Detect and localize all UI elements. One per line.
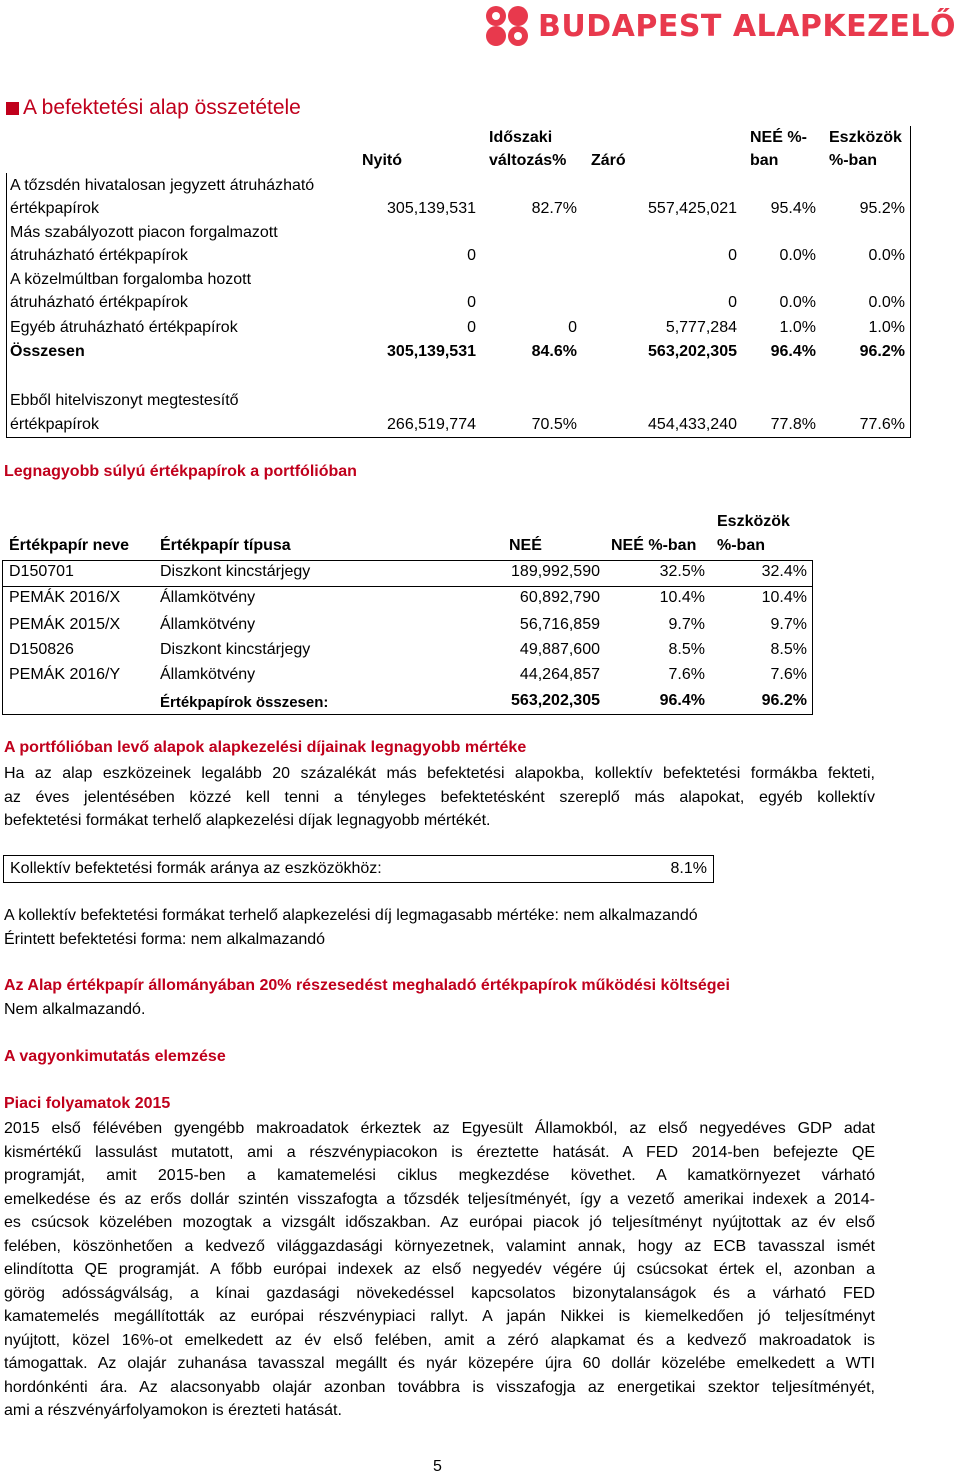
fees-line: befektetési formákat terhelő alapkezelési díjak legnagyobb mértékét. (4, 812, 491, 829)
debt-open: 266,519,774 (387, 416, 476, 433)
header-type: Értékpapír típusa (160, 537, 291, 554)
market-paragraph (4, 1117, 875, 1423)
total-close: 563,202,305 (648, 343, 737, 360)
market-line: es csúcsok közelében mozogtak a vizsgált időszakban. Az európai piacok jó teljesítményt nyújtottak az év első (4, 1214, 875, 1231)
collective-ratio-box (3, 855, 714, 883)
table-border (2, 560, 813, 561)
market-line: 2015 első félévében gyengébb makroadatok érkeztek az Egyesült Államokból, az első negyedéves GDP adat (4, 1120, 875, 1137)
holdings-total-nav: 563,202,305 (511, 692, 600, 709)
header-nav-2: ban (750, 152, 779, 169)
holding-type: Államkötvény (160, 589, 256, 606)
row-label: A tőzsdén hivatalosan jegyzett átruházható (10, 177, 315, 194)
collective-ratio-label: Kollektív befektetési formák aránya az eszközökhöz: (10, 860, 382, 877)
row-assets: 0.0% (868, 247, 905, 264)
holdings-total-label: Értékpapírok összesen: (160, 694, 329, 711)
holding-nav-pct: 9.7% (668, 616, 705, 633)
header-change-2: változás% (489, 152, 567, 169)
header-nav-pct: NEÉ %-ban (611, 537, 697, 554)
holding-name: PEMÁK 2015/X (9, 616, 121, 633)
header-assets-1: Eszközök (829, 129, 902, 146)
debt-label: Ebből hitelviszonyt megtestesítő (10, 392, 239, 409)
page-number: 5 (433, 1458, 442, 1475)
market-line: ami a részvényárfolyamokon is érezteti hatását. (4, 1402, 342, 1419)
table-border (812, 560, 813, 715)
analysis-title: A vagyonkimutatás elemzése (4, 1048, 226, 1065)
table-border (6, 437, 911, 438)
holding-name: PEMÁK 2016/X (9, 589, 121, 606)
bullet-square-icon (6, 102, 19, 115)
total-open: 305,139,531 (387, 343, 476, 360)
total-assets: 96.2% (859, 343, 905, 360)
market-line: emelkedése és az erős dollár szintén visszafogta a tőzsdék teljesítményét, így a vezető amerikai indexek a 2014- (4, 1190, 875, 1208)
row-close: 0 (728, 294, 737, 311)
holding-nav: 44,264,857 (519, 666, 600, 683)
row-open: 0 (467, 319, 476, 336)
market-line: hordónkénti ára. Az alacsonyabb olajár azonban továbbra is visszafogja az energetikai szektor teljesítményét, (4, 1378, 875, 1396)
composition-title (6, 96, 301, 120)
composition-title-text: A befektetési alap összetétele (23, 96, 301, 119)
header-name: Értékpapír neve (9, 537, 130, 554)
header-nav-1: NEÉ %- (750, 129, 807, 146)
header-change-1: Időszaki (489, 129, 553, 146)
row-open: 0 (467, 294, 476, 311)
row-label: Más szabályozott piacon forgalmazott (10, 224, 278, 241)
holdings-total-nav-pct: 96.4% (659, 692, 705, 709)
header-close: Záró (591, 152, 626, 169)
row-label: értékpapírok (10, 200, 99, 217)
row-open: 0 (467, 247, 476, 264)
row-open: 305,139,531 (387, 200, 476, 217)
table-border (910, 126, 911, 438)
market-line: kismértékű lassulást mutatott, ami a részvénypiacokon is éreztette hatását. A FED 2014-ben befejezte QE (4, 1143, 875, 1161)
row-close: 0 (728, 247, 737, 264)
holding-assets: 32.4% (761, 563, 807, 580)
fees-paragraph (4, 762, 875, 833)
header-assets-2: %-ban (717, 537, 765, 554)
row-label: A közelmúltban forgalomba hozott (10, 271, 252, 288)
market-line: elindította QE programját. A főbb európai indexek az első negyedév végére új csúcsokat értek el, azonban a (4, 1261, 875, 1278)
market-line: kamatemelés megállították az európai részvénypiaci rallyt. A japán Nikkei is kiemelkedően jó teljesítményt (4, 1308, 875, 1325)
row-assets: 95.2% (859, 200, 905, 217)
table-border (2, 560, 3, 715)
row-close: 557,425,021 (648, 200, 737, 217)
row-change: 0 (568, 319, 577, 336)
row-nav: 95.4% (770, 200, 816, 217)
max-fee-text: A kollektív befektetési formákat terhelő alapkezelési díj legmagasabb mértéke: nem alkalmazandó (4, 907, 698, 924)
holding-nav: 189,992,590 (511, 563, 600, 580)
holding-type: Államkötvény (160, 666, 256, 683)
holding-type: Államkötvény (160, 616, 256, 633)
holding-assets: 10.4% (761, 589, 807, 606)
market-line: programját, amit 2015-ben a kamatemelési ciklus megkezdése követhet. A kamatkörnyezet várható (4, 1167, 875, 1184)
holding-nav: 60,892,790 (519, 589, 600, 606)
row-label: Egyéb átruházható értékpapírok (10, 319, 238, 336)
operating-costs-text: Nem alkalmazandó. (4, 1001, 146, 1018)
table-border (6, 173, 7, 438)
holding-assets: 8.5% (770, 641, 807, 658)
row-assets: 0.0% (868, 294, 905, 311)
header-assets-1: Eszközök (717, 513, 790, 530)
debt-nav: 77.8% (770, 416, 816, 433)
header-nav: NEÉ (509, 537, 542, 554)
fees-line: az éves jelentésében közzé kell tenni a tényleges befektetésként szereplő más alapokat, egyéb kollektív (4, 788, 875, 806)
debt-change: 70.5% (531, 416, 577, 433)
holding-nav-pct: 32.5% (659, 563, 705, 580)
debt-close: 454,433,240 (648, 416, 737, 433)
holding-assets: 9.7% (770, 616, 807, 633)
row-assets: 1.0% (868, 319, 905, 336)
holding-nav-pct: 8.5% (668, 641, 705, 658)
row-nav: 1.0% (779, 319, 816, 336)
market-line: nyújtott, közel 16%-ot emelkedett az év első felében, amit a zéró alapkamat és a kedvező makroadatok is (4, 1331, 875, 1349)
market-line: görög adósságválság, a kínai gazdasági növekedéssel kapcsolatos bizonytalanságok és a várható FED (4, 1284, 875, 1302)
holding-name: D150826 (9, 641, 74, 658)
logo-mark-icon (484, 4, 530, 48)
market-title: Piaci folyamatok 2015 (4, 1095, 171, 1112)
affected-form-text: Érintett befektetési forma: nem alkalmazandó (4, 931, 326, 948)
market-line: felében, köszönhetően a kedvező világgazdasági környezetnek, valamint annak, hogy az ECB tavasszal ismét (4, 1237, 875, 1255)
logo (484, 4, 956, 48)
row-close: 5,777,284 (665, 319, 737, 336)
row-label: átruházható értékpapírok (10, 247, 188, 264)
market-line: támogattak. Az olajár zuhanása tavasszal megállt és nyár közepére újra 60 dollár közelébe emelkedett a WTI (4, 1355, 875, 1372)
holding-name: D150701 (9, 563, 74, 580)
row-nav: 0.0% (779, 294, 816, 311)
collective-ratio-value: 8.1% (670, 860, 707, 877)
holding-name: PEMÁK 2016/Y (9, 666, 121, 683)
table-border (2, 714, 813, 715)
row-change: 82.7% (531, 200, 577, 217)
holding-nav: 49,887,600 (519, 641, 600, 658)
holding-type: Diszkont kincstárjegy (160, 641, 311, 658)
debt-label: értékpapírok (10, 416, 99, 433)
operating-costs-title: Az Alap értékpapír állományában 20% részesedést meghaladó értékpapírok működési költségei (4, 977, 730, 994)
total-change: 84.6% (531, 343, 577, 360)
debt-assets: 77.6% (859, 416, 905, 433)
fees-title: A portfólióban levő alapok alapkezelési díjainak legnagyobb mértéke (4, 739, 527, 756)
logo-text: BUDAPEST ALAPKEZELŐ (538, 8, 956, 44)
holding-type: Diszkont kincstárjegy (160, 563, 311, 580)
holdings-title: Legnagyobb súlyú értékpapírok a portfólióban (4, 463, 357, 480)
holdings-total-assets: 96.2% (761, 692, 807, 709)
holding-nav-pct: 7.6% (668, 666, 705, 683)
holding-nav-pct: 10.4% (659, 589, 705, 606)
row-nav: 0.0% (779, 247, 816, 264)
fees-line: Ha az alap eszközeinek legalább 20 százalékát más befektetési alapokba, kollektív befektetési formákba fekteti, (4, 765, 875, 782)
row-divider (2, 586, 813, 587)
row-label: átruházható értékpapírok (10, 294, 188, 311)
holding-assets: 7.6% (770, 666, 807, 683)
header-assets-2: %-ban (829, 152, 877, 169)
holding-nav: 56,716,859 (519, 616, 600, 633)
total-nav: 96.4% (770, 343, 816, 360)
total-label: Összesen (10, 343, 85, 360)
header-open: Nyitó (362, 152, 402, 169)
